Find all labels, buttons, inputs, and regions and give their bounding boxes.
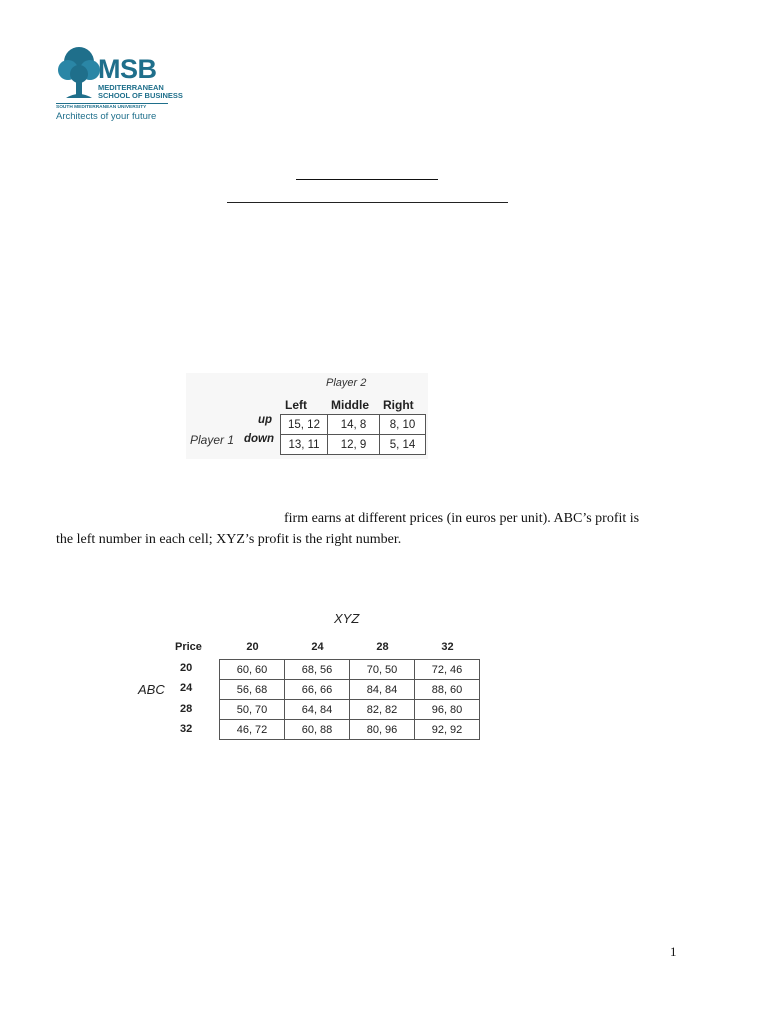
game2-col-header: 32	[441, 641, 454, 653]
player2-label: Player 2	[326, 377, 367, 389]
table-cell: 96, 80	[415, 700, 480, 720]
table-cell: 92, 92	[415, 720, 480, 740]
table-cell: 12, 9	[328, 435, 380, 455]
table-cell: 13, 11	[281, 435, 328, 455]
game2-row-header: 28	[180, 703, 193, 715]
game2-table	[219, 659, 480, 740]
logo-university: SOUTH MEDITERRANEAN UNIVERSITY	[56, 105, 147, 110]
paragraph-line: firm earns at different prices (in euros per unit). ABC’s profit is	[284, 511, 640, 526]
title-underline-short	[296, 179, 438, 180]
table-cell: 80, 96	[350, 720, 415, 740]
table-cell: 82, 82	[350, 700, 415, 720]
table-cell: 46, 72	[220, 720, 285, 740]
table-cell: 84, 84	[350, 680, 415, 700]
table-cell: 60, 60	[220, 660, 285, 680]
logo-tagline: Architects of your future	[56, 111, 157, 122]
game1-col-header: Left	[285, 398, 307, 412]
title-underline-long	[227, 202, 508, 203]
table-cell: 70, 50	[350, 660, 415, 680]
table-cell: 15, 12	[281, 415, 328, 435]
logo-divider	[56, 103, 168, 104]
table-row	[281, 435, 426, 455]
game1-table	[280, 414, 426, 455]
msb-logo	[56, 44, 186, 124]
logo-line2: SCHOOL OF BUSINESS	[98, 91, 183, 100]
table-cell: 8, 10	[380, 415, 426, 435]
table-cell: 88, 60	[415, 680, 480, 700]
paragraph-line: the left number in each cell; XYZ’s profit is the right number.	[56, 532, 402, 547]
table-cell: 66, 66	[285, 680, 350, 700]
game2-col-header: 28	[376, 641, 389, 653]
table-cell: 72, 46	[415, 660, 480, 680]
player1-label: Player 1	[190, 433, 235, 447]
game1-col-header: Middle	[331, 398, 369, 412]
game1-payoff-figure	[186, 373, 428, 459]
game2-row-header: 20	[180, 662, 193, 674]
page-number: 1	[670, 944, 677, 959]
logo-brand: MSB	[98, 54, 157, 84]
game2-row-header: 32	[180, 723, 193, 735]
table-cell: 64, 84	[285, 700, 350, 720]
logo-line1: MEDITERRANEAN	[98, 83, 164, 92]
tree-icon	[56, 44, 102, 100]
game2-row-header: 24	[180, 682, 193, 694]
table-cell: 14, 8	[328, 415, 380, 435]
table-row	[220, 680, 480, 700]
game1-row-header: up	[258, 414, 273, 426]
game1-row-header: down	[244, 433, 275, 445]
price-header: Price	[175, 641, 202, 653]
game1-col-header: Right	[383, 398, 414, 412]
xyz-label: XYZ	[334, 611, 360, 626]
abc-label: ABC	[138, 682, 165, 697]
table-row	[281, 415, 426, 435]
table-cell: 50, 70	[220, 700, 285, 720]
table-cell: 60, 88	[285, 720, 350, 740]
game2-col-header: 24	[311, 641, 324, 653]
table-row	[220, 720, 480, 740]
table-cell: 5, 14	[380, 435, 426, 455]
table-row	[220, 660, 480, 680]
table-row	[220, 700, 480, 720]
game2-col-header: 20	[246, 641, 259, 653]
table-cell: 56, 68	[220, 680, 285, 700]
table-cell: 68, 56	[285, 660, 350, 680]
